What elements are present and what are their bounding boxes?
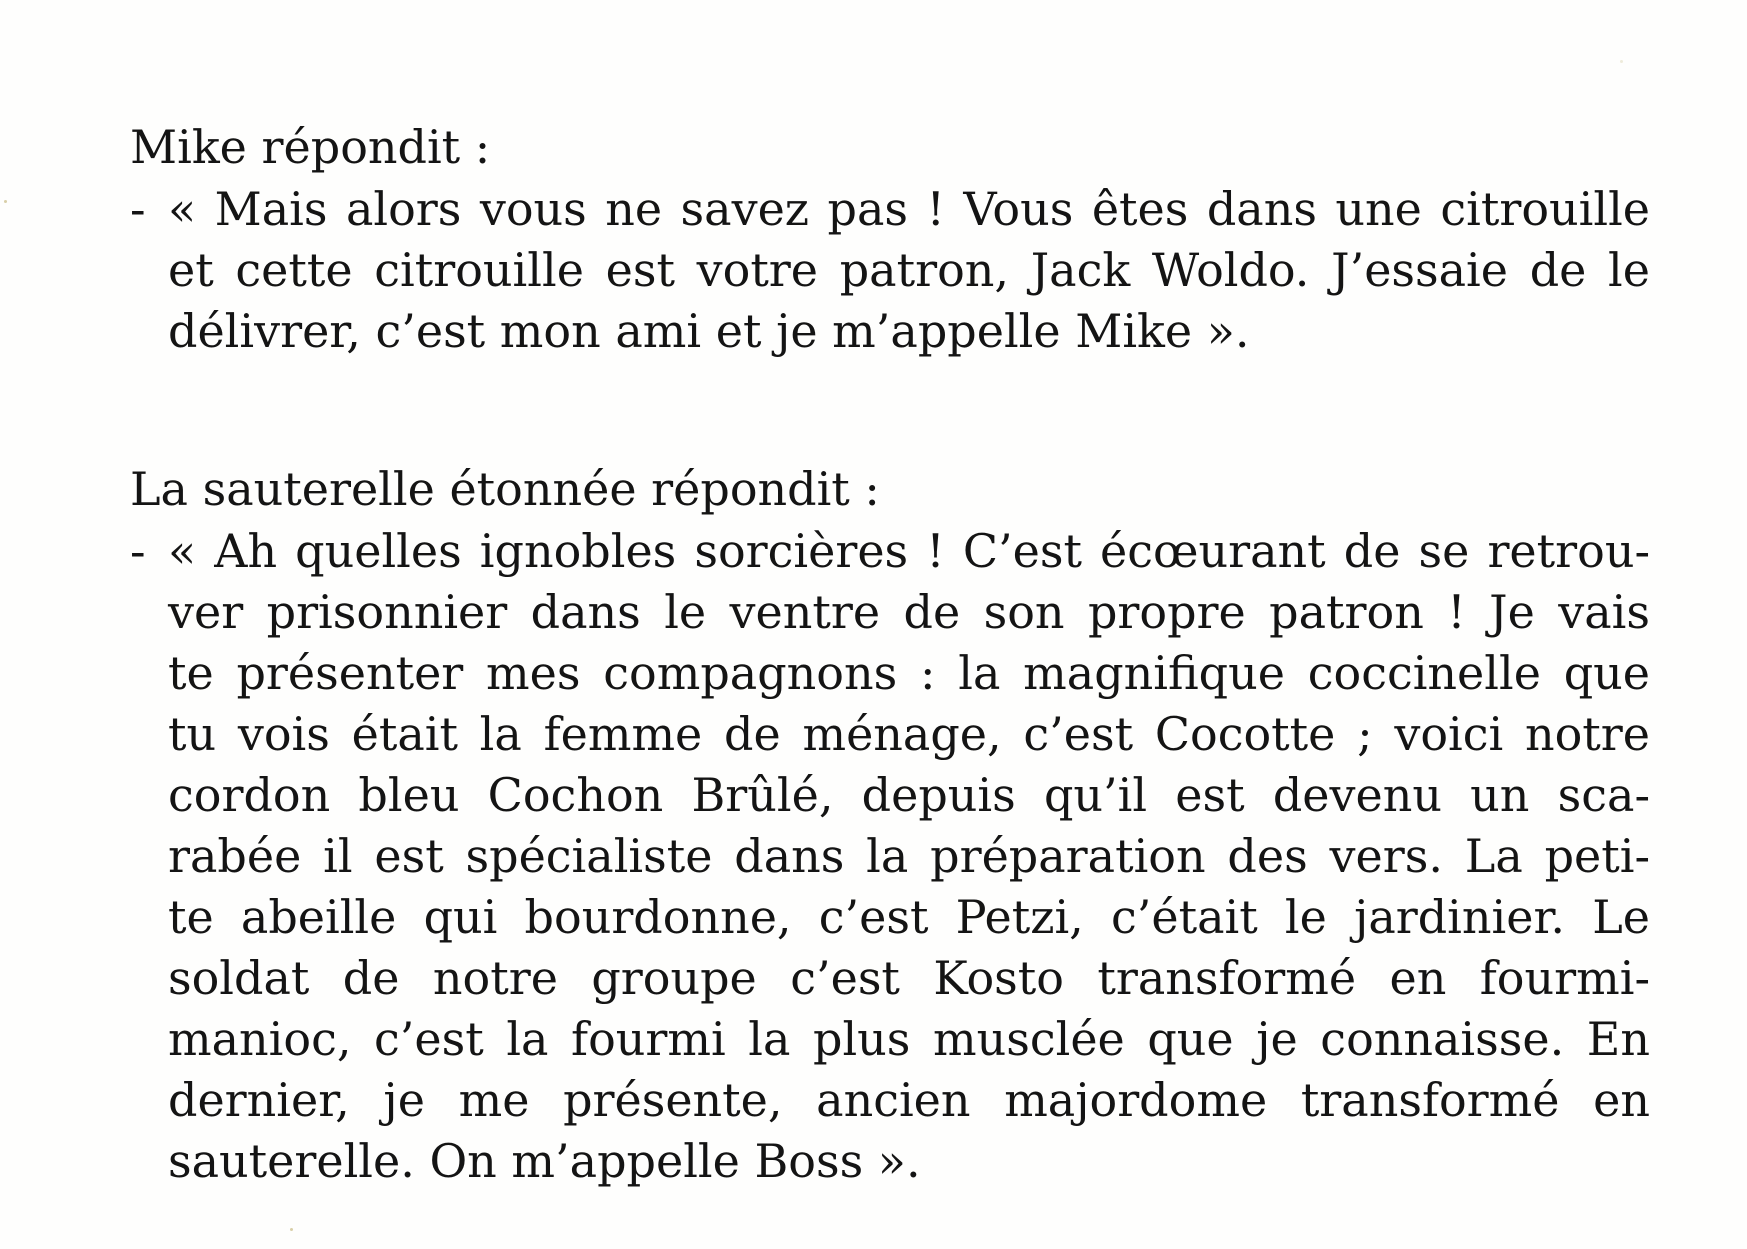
text-line: te abeille qui bourdonne, c’est Petzi, c’était le jardinier. Le	[168, 890, 1650, 944]
dialogue-dash: -	[130, 182, 146, 236]
text-line: ver prisonnier dans le ventre de son propre patron ! Je vais	[168, 585, 1650, 639]
text-line: délivrer, c’est mon ami et je m’appelle Mike ».	[168, 304, 1250, 358]
text-line: dernier, je me présente, ancien majordome transformé en	[168, 1073, 1650, 1127]
paragraph-mike	[130, 118, 1650, 362]
text-line: soldat de notre groupe c’est Kosto transformé en fourmi-	[168, 951, 1650, 1005]
text-line: sauterelle. On m’appelle Boss ».	[168, 1134, 921, 1188]
text-line: te présenter mes compagnons : la magnifique coccinelle que	[168, 646, 1650, 700]
dialogue	[130, 521, 1650, 1192]
text-line: manioc, c’est la fourmi la plus musclée que je connaisse. En	[168, 1012, 1650, 1066]
text-line: tu vois était la femme de ménage, c’est Cocotte ; voici notre	[168, 707, 1650, 761]
dialogue-text	[168, 179, 1650, 362]
dialogue	[130, 179, 1650, 362]
text-line: « Mais alors vous ne savez pas ! Vous êtes dans une citrouille	[168, 182, 1650, 236]
paragraph-sauterelle	[130, 460, 1650, 1192]
text-line: rabée il est spécialiste dans la préparation des vers. La peti-	[168, 829, 1650, 883]
intro-line: Mike répondit :	[130, 120, 491, 174]
dialogue-dash: -	[130, 524, 146, 578]
text-line: cordon bleu Cochon Brûlé, depuis qu’il est devenu un sca-	[168, 768, 1650, 822]
text-line: « Ah quelles ignobles sorcières ! C’est écœurant de se retrou-	[168, 524, 1650, 578]
intro-line: La sauterelle étonnée répondit :	[130, 462, 880, 516]
text-line: et cette citrouille est votre patron, Jack Woldo. J’essaie de le	[168, 243, 1650, 297]
dialogue-text	[168, 521, 1650, 1192]
